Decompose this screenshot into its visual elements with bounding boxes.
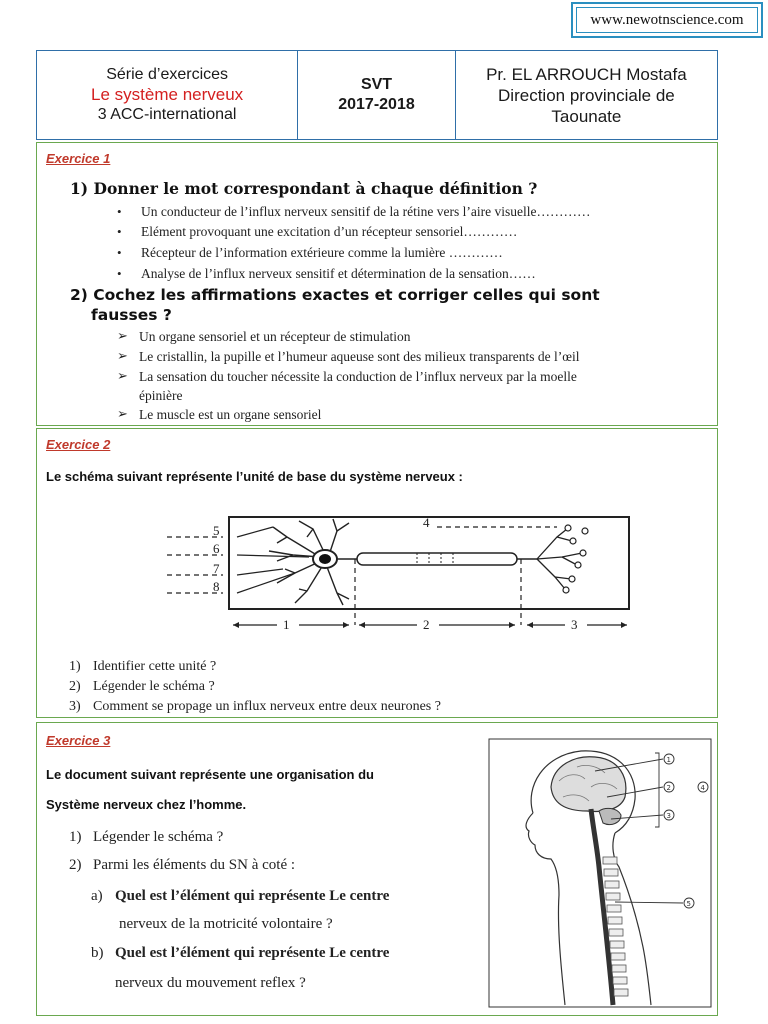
header-series-cell — [37, 51, 298, 139]
diagram-label: 7 — [213, 561, 220, 576]
exercise-1-title: Exercice 1 — [46, 151, 111, 166]
website-badge — [571, 2, 763, 38]
ex1-q1-item: • Récepteur de l’information extérieure comme la lumière ………… — [141, 245, 503, 261]
diagram-label: 5 — [686, 900, 691, 908]
diagram-label: 2 — [666, 784, 671, 792]
exercise-1-box — [36, 142, 718, 426]
city-label: Taounate — [551, 106, 622, 126]
ex3-question-b: b) Quel est l’élément qui représente Le centre — [91, 945, 390, 961]
website-url: www.newotnscience.com — [576, 7, 758, 33]
level-label: 3 ACC-international — [97, 106, 237, 123]
ex3-intro-line-1: Le document suivant représente une organisation du — [46, 767, 374, 782]
year-label: 2017-2018 — [338, 96, 415, 113]
ex1-q1-item: • Un conducteur de l’influx nerveux sensitif de la rétine vers l’aire visuelle………… — [141, 204, 590, 220]
topic-label: Le système nerveux — [91, 85, 244, 104]
diagram-label: 1 — [283, 617, 290, 632]
diagram-label: 1 — [666, 756, 671, 764]
direction-label: Direction provinciale de — [498, 85, 675, 105]
ex1-q2-item: ➢ Le cristallin, la pupille et l’humeur aqueuse sont des milieux transparents de l’œil — [139, 349, 580, 365]
header-teacher-cell — [456, 51, 717, 139]
ex1-q1-item: • Analyse de l’influx nerveux sensitif et détermination de la sensation…… — [141, 266, 536, 282]
ex1-q2-item: ➢ Un organe sensoriel et un récepteur de stimulation — [139, 329, 411, 345]
ex3-question-a-cont: nerveux de la motricité volontaire ? — [119, 916, 333, 932]
neuron-diagram — [37, 507, 719, 637]
ex1-question-2-cont: fausses ? — [91, 306, 172, 324]
ex2-intro: Le schéma suivant représente l’unité de base du système nerveux : — [46, 469, 463, 484]
ex3-question-b-cont: nerveux du mouvement reflex ? — [115, 975, 306, 991]
ex1-q2-item-cont: épinière — [139, 388, 183, 403]
ex2-question: 1) Identifier cette unité ? — [69, 659, 217, 674]
diagram-label: 5 — [213, 523, 220, 538]
series-label: Série d’exercices — [106, 66, 229, 83]
ex1-question-1: 1) Donner le mot correspondant à chaque définition ? — [70, 179, 538, 198]
diagram-label: 3 — [571, 617, 578, 632]
diagram-label: 3 — [666, 812, 671, 820]
exercise-2-box — [36, 428, 718, 718]
ex3-question-1: 1) Légender le schéma ? — [69, 829, 224, 845]
header-subject-cell — [298, 51, 456, 139]
exercise-3-box — [36, 722, 718, 1016]
nervous-system-diagram — [487, 727, 717, 1011]
ex1-q2-item: ➢ Le muscle est un organe sensoriel — [139, 407, 321, 423]
ex1-q2-item: ➢ La sensation du toucher nécessite la conduction de l’influx nerveux par la moelle — [139, 369, 577, 385]
exercise-3-title: Exercice 3 — [46, 733, 111, 748]
diagram-label: 8 — [213, 579, 220, 594]
diagram-label: 6 — [213, 541, 220, 556]
diagram-label: 2 — [423, 617, 430, 632]
ex2-question: 3) Comment se propage un influx nerveux entre deux neurones ? — [69, 699, 441, 714]
ex3-question-2: 2) Parmi les éléments du SN à coté : — [69, 857, 296, 873]
ex3-question-a: a) Quel est l’élément qui représente Le centre — [91, 888, 390, 904]
ex1-q1-item: • Elément provoquant une excitation d’un récepteur sensoriel………… — [141, 224, 517, 240]
subject-label: SVT — [360, 76, 393, 93]
diagram-label: 4 — [423, 515, 430, 530]
ex1-question-2: 2) Cochez les affirmations exactes et corriger celles qui sont — [70, 286, 600, 304]
ex3-intro-line-2: Système nerveux chez l’homme. — [46, 797, 247, 812]
diagram-label: 4 — [700, 784, 705, 792]
teacher-label: Pr. EL ARROUCH Mostafa — [486, 64, 687, 84]
ex2-question: 2) Légender le schéma ? — [69, 679, 215, 694]
header-table — [36, 50, 718, 140]
exercise-2-title: Exercice 2 — [46, 437, 111, 452]
